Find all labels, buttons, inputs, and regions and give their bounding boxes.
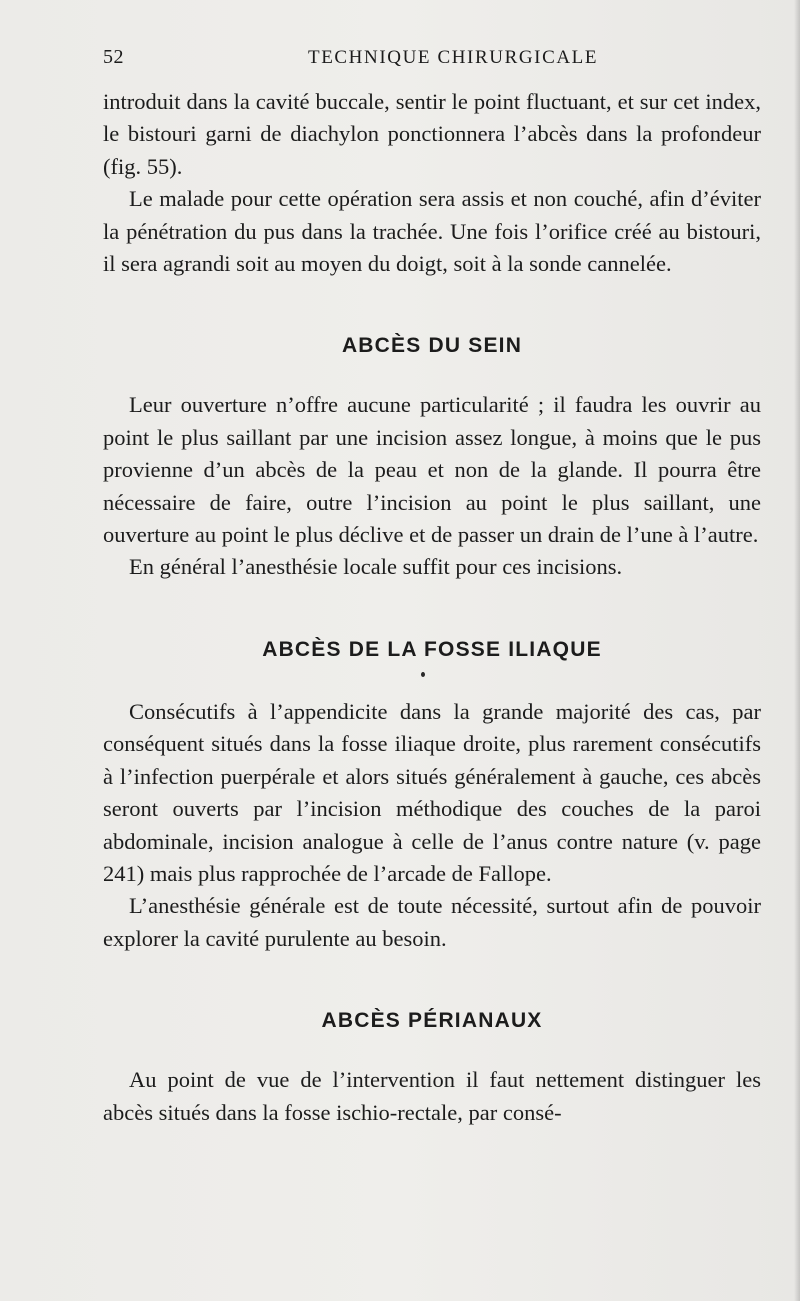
paragraph-patient-position: Le malade pour cette opération sera assis et non couché, afin d’éviter la pénétration du pus dans la trachée. Une fois l’orifice créé au bistouri, il sera agrandi soit au moyen du doigt, soit à la sonde cannelée. <box>103 186 761 277</box>
paragraph-iliaque-2: L’anesthésie générale est de toute nécessité, surtout afin de pouvoir explorer la cavité purulente au besoin. <box>103 893 761 951</box>
section-title-abces-perianaux: ABCÈS PÉRIANAUX <box>321 1009 543 1033</box>
section-title-abces-sein: ABCÈS DU SEIN <box>341 334 523 358</box>
paragraph-perianaux-1: Au point de vue de l’intervention il faut nettement distinguer les abcès situés dans la fosse ischio-rectale, par consé- <box>103 1067 761 1125</box>
section-title-abces-fosse-iliaque: ABCÈS DE LA FOSSE ILIAQUE <box>262 637 602 661</box>
running-title: TECHNIQUE CHIRURGICALE <box>308 47 599 68</box>
running-head <box>103 46 763 76</box>
paragraph-iliaque-1: Consécutifs à l’appendicite dans la grande majorité des cas, par conséquent situés dans la fosse iliaque droite, plus rarement consécutifs à l’infection puerpérale et alors situés généralement à gauche, ces abcès seront ouverts par l’incision méthodique des couches de la paroi abdominale, incision analogue à celle de l’anus contre nature (v. page 241) mais plus rapprochée de l’arcade de Fallope. <box>103 698 761 886</box>
paragraph-sein-2: En général l’anesthésie locale suffit pour ces incisions. <box>129 554 623 580</box>
paragraph-continued: introduit dans la cavité buccale, sentir le point fluctuant, et sur cet index, le bistouri garni de diachylon ponctionnera l’abcès dans la profondeur (fig. 55). <box>103 89 761 179</box>
print-speck <box>103 666 761 696</box>
page-number: 52 <box>103 46 124 68</box>
paragraph-sein-1: Leur ouverture n’offre aucune particularité ; il faudra les ouvrir au point le plus saillant par une incision assez longue, à moins que le pus provienne d’un abcès de la peau et non de la glande. Il pourra être nécessaire de faire, outre l’incision au point le plus saillant, une ouverture au point le plus déclive et de passer un drain de l’une à l’autre. <box>103 392 761 548</box>
text-block <box>103 86 761 1129</box>
page-edge-shadow <box>794 0 800 1301</box>
